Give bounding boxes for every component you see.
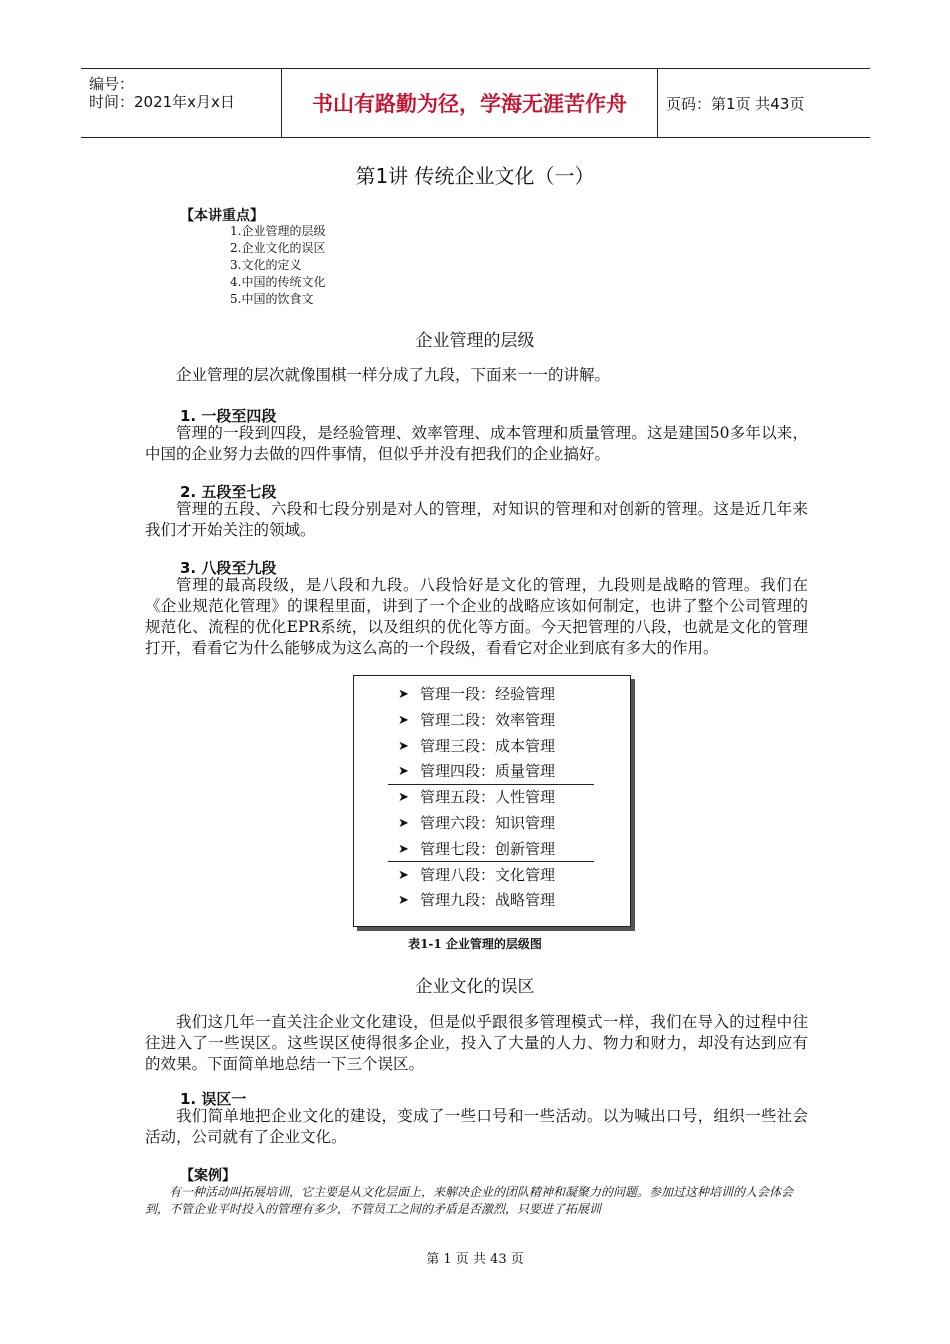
figure-list — [354, 682, 630, 914]
list-item: ➤ 管理七段：创新管理 — [354, 837, 630, 863]
arrow-icon: ➤ — [398, 893, 409, 909]
arrow-icon: ➤ — [398, 867, 409, 883]
paragraph: 我们简单地把企业文化的建设，变成了一些口号和一些活动。以为喊出口号，组织一些社会活动，公司就有了企业文化。 — [145, 1107, 808, 1146]
subheading: 1. 一段至四段 — [180, 407, 277, 425]
list-item: 2.企业文化的误区 — [230, 241, 326, 255]
list-item: ➤ 管理二段：效率管理 — [354, 708, 630, 734]
page-info: 页码：第1页 共43页 — [666, 94, 805, 113]
list-item: ➤ 管理八段：文化管理 — [354, 863, 630, 889]
page-footer: 第 1 页 共 43 页 — [426, 1252, 524, 1267]
paragraph: 管理的最高段级，是八段和九段。八段恰好是文化的管理，九段则是战略的管理。我们在《企业规范化管理》的课程里面，讲到了一个企业的战略应该如何制定，也讲了整个公司管理的规范化、流程的优化EPR系统，以及组织的优化等方面。今天把管理的八段，也就是文化的管理打开，看看它为什么能够成为这么高的一个段级，看看它对企业到底有多大的作用。 — [145, 576, 808, 657]
arrow-icon: ➤ — [398, 764, 409, 780]
case-text: 有一种活动叫拓展培训，它主要是从文化层面上，来解决企业的团队精神和凝聚力的问题。参加过这种培训的人会体会到，不管企业平时投入的管理有多少，不管员工之间的矛盾是否激烈，只要进了拓展训 — [145, 1185, 794, 1216]
section-heading: 企业管理的层级 — [415, 331, 535, 351]
arrow-icon: ➤ — [398, 687, 409, 702]
paragraph: 我们这几年一直关注企业文化建设，但是似乎跟很多管理模式一样，我们在导入的过程中往往进入了一些误区。这些误区使得很多企业，投入了大量的人力、物力和财力，却没有达到应有的效果。下面简单地总结一下三个误区。 — [145, 1013, 808, 1073]
arrow-icon: ➤ — [398, 712, 409, 728]
key-points-list — [230, 223, 325, 308]
arrow-icon: ➤ — [398, 790, 409, 806]
list-item: ➤ 管理四段：质量管理 — [354, 759, 630, 785]
management-levels-figure — [353, 675, 631, 927]
divider — [388, 861, 594, 862]
arrow-icon: ➤ — [398, 738, 409, 754]
list-item: 5.中国的饮食文 — [230, 292, 314, 306]
case-heading: 【案例】 — [180, 1168, 236, 1184]
paragraph: 管理的一段到四段，是经验管理、效率管理、成本管理和质量管理。这是建国50多年以来，中国的企业努力去做的四件事情，但似乎并没有把我们的企业搞好。 — [145, 424, 808, 463]
header-table — [81, 68, 870, 138]
paragraph: 企业管理的层次就像围棋一样分成了九段，下面来一一的讲解。 — [176, 366, 611, 384]
section-heading: 企业文化的误区 — [415, 977, 535, 997]
header-meta-cell — [81, 69, 282, 137]
list-item: ➤ 管理六段：知识管理 — [354, 811, 630, 837]
header-page-cell — [658, 69, 870, 137]
number-label: 编号： — [89, 75, 135, 93]
arrow-icon: ➤ — [398, 841, 409, 857]
list-item: ➤ 管理五段：人性管理 — [354, 785, 630, 811]
list-item: ➤ 管理三段：成本管理 — [354, 734, 630, 760]
motto: 书山有路勤为径，学海无涯苦作舟 — [312, 92, 627, 116]
divider — [388, 784, 594, 785]
list-item: 4.中国的传统文化 — [230, 275, 326, 289]
header-motto-cell — [282, 69, 658, 137]
key-points-heading: 【本讲重点】 — [180, 208, 264, 224]
subheading: 2. 五段至七段 — [180, 483, 277, 501]
list-item: ➤ 管理一段：经验管理 — [354, 682, 630, 708]
subheading: 1. 误区一 — [180, 1090, 247, 1108]
page-title: 第1讲 传统企业文化（一） — [355, 164, 595, 188]
paragraph: 管理的五段、六段和七段分别是对人的管理，对知识的管理和对创新的管理。这是近几年来我们才开始关注的领域。 — [145, 500, 808, 539]
list-item: ➤ 管理九段：战略管理 — [354, 888, 630, 914]
list-item: 3.文化的定义 — [230, 258, 302, 272]
figure-caption: 表1-1 企业管理的层级图 — [408, 937, 542, 951]
list-item: 1.企业管理的层级 — [230, 224, 326, 238]
subheading: 3. 八段至九段 — [180, 559, 277, 577]
arrow-icon: ➤ — [398, 815, 409, 831]
date-label: 时间：2021年x月x日 — [89, 93, 235, 111]
